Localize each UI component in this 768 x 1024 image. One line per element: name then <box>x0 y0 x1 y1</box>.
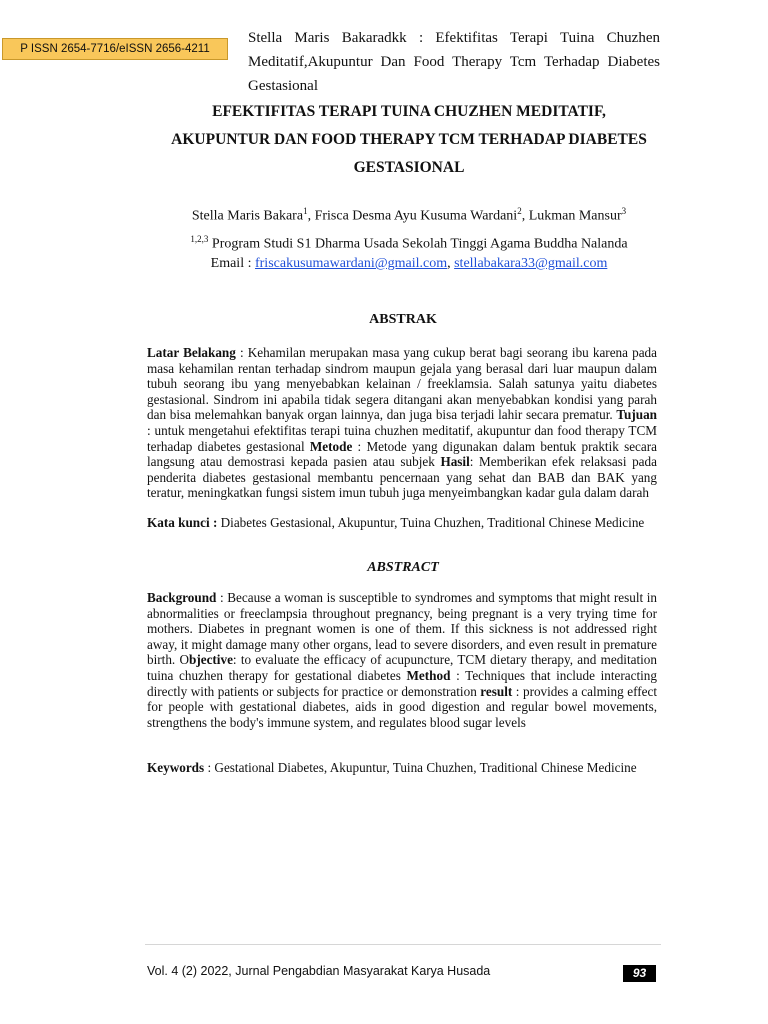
latar-belakang-text: : Kehamilan merupakan masa yang cukup berat bagi seorang ibu karena pada masa kehamilan rentan terhadap sindrom maupun gejala yang berasal dari luar maupun dalam tubuh seorang ibu yang menyebabkan kelainan / freeklamsia. Salah satunya yaitu diabetes gestasional. Sindrom ini apabila tidak segera ditangani akan menyebabkan kondisi yang parah dan bisa melemahkan banyak organ lainnya, dan juga bisa terjadi lahir secara prematur. <box>147 345 657 423</box>
title-line-3: GESTASIONAL <box>353 159 465 176</box>
result-label: result <box>480 683 513 699</box>
issn-badge: P ISSN 2654-7716/eISSN 2656-4211 <box>2 38 228 60</box>
objective-label: bjective <box>188 652 233 668</box>
author-3: , Lukman Mansur <box>521 208 622 224</box>
result-text: : provides a calming effect for people with gestational diabetes, aids in good digestion and regular bowel movements, strengthens the body's immune system, and regulates blood sugar levels <box>147 683 657 730</box>
email-line <box>150 253 668 275</box>
author-2-affil: 2 <box>517 206 522 216</box>
keywords <box>147 760 657 776</box>
running-head-line-3: Gestasional <box>248 78 318 94</box>
email-link-1[interactable]: friscakusumawardani@gmail.com <box>254 256 448 271</box>
background-text: : Because a woman is susceptible to syndromes and symptoms that might result in abnormalities or freeclampsia throughout pregnancy, being pregnant is a very trying time for mothers. Diabetes in pregnant women is one of them. If this sickness is not addressed right away, it might damage many other organs, lead to severe disorders, and even result in premature birth. O <box>147 590 657 668</box>
affiliation-marks: 1,2,3 <box>190 234 209 244</box>
running-head <box>248 26 660 98</box>
running-head-line-1: Stella Maris Bakaradkk : Efektifitas Terapi Tuina Chuzhen <box>248 30 660 46</box>
author-list <box>150 200 668 228</box>
hasil-label: Hasil <box>440 454 470 470</box>
title-line-1: EFEKTIFITAS TERAPI TUINA CHUZHEN MEDITATIF, <box>212 103 606 120</box>
affiliation-text: Program Studi S1 Dharma Usada Sekolah Tinggi Agama Buddha Nalanda <box>208 236 628 252</box>
paper-title <box>150 98 668 182</box>
author-1-affil: 1 <box>303 206 308 216</box>
title-line-2: AKUPUNTUR DAN FOOD THERAPY TCM TERHADAP DIABETES <box>171 131 647 148</box>
email-label: Email : <box>210 256 255 271</box>
kata-kunci <box>147 515 657 531</box>
background-label: Background <box>147 590 217 605</box>
method-text: : Techniques that include interacting directly with patients or subjects for practice or demonstration <box>147 667 657 699</box>
affiliation <box>150 228 668 256</box>
keywords-label: Keywords <box>147 760 205 775</box>
abstract-body <box>147 590 657 730</box>
objective-text: : to evaluate the efficacy of acupuncture, TCM dietary therapy, and meditation tuina chuzhen therapy for gestational diabetes <box>147 652 657 683</box>
email-separator: , <box>447 256 455 271</box>
abstract-heading: ABSTRACT <box>367 560 439 575</box>
footer-journal: Vol. 4 (2) 2022, Jurnal Pengabdian Masyarakat Karya Husada <box>147 964 491 978</box>
abstrak-heading: ABSTRAK <box>369 312 437 327</box>
footer-divider <box>145 944 661 945</box>
abstrak-body <box>147 345 657 501</box>
running-head-line-2: Meditatif,Akupuntur Dan Food Therapy Tcm Terhadap Diabetes <box>248 54 660 70</box>
metode-label: Metode <box>309 438 353 454</box>
author-3-affil: 3 <box>621 206 627 216</box>
kata-kunci-text: Diabetes Gestasional, Akupuntur, Tuina Chuzhen, Traditional Chinese Medicine <box>217 515 645 530</box>
method-label: Method <box>406 667 451 683</box>
hasil-text: : Memberikan efek relaksasi pada penderita diabetes gestasional membantu pencernaan yang sehat dan BAB dan BAK yang teratur, meningkatkan fungsi sistem imun tubuh juga menyeimbangkan kadar gula dalam darah <box>147 454 657 501</box>
metode-text: : Metode yang digunakan dalam bentuk praktik secara langsung atau demostrasi kepada pasien atau subjek <box>147 438 658 470</box>
tujuan-label: Tujuan <box>616 407 657 423</box>
keywords-text: : Gestational Diabetes, Akupuntur, Tuina Chuzhen, Traditional Chinese Medicine <box>204 760 637 775</box>
author-2: , Frisca Desma Ayu Kusuma Wardani <box>307 208 518 224</box>
tujuan-text: : untuk mengetahui efektifitas terapi tuina chuzhen meditatif, akupuntur dan food therapy TCM terhadap diabetes gestasional <box>147 422 657 454</box>
email-link-2[interactable]: stellabakara33@gmail.com <box>454 256 608 271</box>
latar-belakang-label: Latar Belakang <box>147 345 236 360</box>
author-1: Stella Maris Bakara <box>191 208 304 224</box>
page-number: 93 <box>623 965 656 982</box>
kata-kunci-label: Kata kunci : <box>147 515 218 530</box>
